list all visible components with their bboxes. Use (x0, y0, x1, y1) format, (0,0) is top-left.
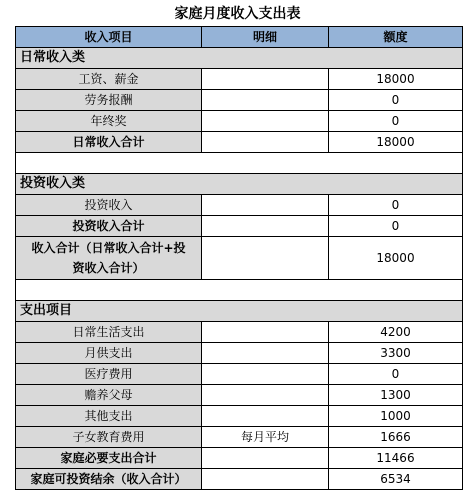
subtotal-amount[interactable]: 11466 (329, 448, 463, 469)
subtotal-detail[interactable] (202, 132, 329, 153)
subtotal-detail[interactable] (202, 216, 329, 237)
row-label[interactable]: 其他支出 (16, 406, 202, 427)
header-detail[interactable]: 明细 (202, 27, 329, 48)
subtotal-label[interactable]: 投资收入合计 (16, 216, 202, 237)
row-detail[interactable] (202, 90, 329, 111)
row-amount[interactable]: 4200 (329, 322, 463, 343)
balance-row (16, 469, 463, 490)
table-row (16, 195, 463, 216)
row-detail[interactable] (202, 111, 329, 132)
row-detail[interactable] (202, 322, 329, 343)
subtotal-row (16, 448, 463, 469)
total-label-line2: 资收入合计） (72, 261, 145, 275)
table-row (16, 322, 463, 343)
row-label[interactable]: 医疗费用 (16, 364, 202, 385)
row-amount[interactable]: 0 (329, 364, 463, 385)
row-label[interactable]: 日常生活支出 (16, 322, 202, 343)
table-row (16, 111, 463, 132)
row-amount[interactable]: 18000 (329, 69, 463, 90)
row-amount[interactable]: 1300 (329, 385, 463, 406)
blank-cell[interactable] (16, 280, 463, 301)
row-detail[interactable] (202, 385, 329, 406)
balance-label[interactable]: 家庭可投资结余（收入合计） (16, 469, 202, 490)
row-amount[interactable]: 3300 (329, 343, 463, 364)
subtotal-label[interactable]: 日常收入合计 (16, 132, 202, 153)
row-label[interactable]: 赡养父母 (16, 385, 202, 406)
row-detail[interactable] (202, 69, 329, 90)
row-amount[interactable]: 0 (329, 195, 463, 216)
header-row (16, 27, 463, 48)
table-row (16, 364, 463, 385)
section-income[interactable]: 日常收入类 (16, 48, 463, 69)
total-label-line1: 收入合计（日常收入合计+投 (31, 241, 186, 255)
row-detail[interactable] (202, 406, 329, 427)
subtotal-detail[interactable] (202, 448, 329, 469)
header-item[interactable]: 收入项目 (16, 27, 202, 48)
blank-row (16, 280, 463, 301)
total-row (16, 237, 463, 280)
row-label[interactable]: 子女教育费用 (16, 427, 202, 448)
budget-table (15, 26, 463, 490)
row-amount[interactable]: 0 (329, 90, 463, 111)
row-label[interactable]: 投资收入 (16, 195, 202, 216)
table-row (16, 385, 463, 406)
total-label[interactable] (16, 237, 202, 280)
section-row (16, 48, 463, 69)
total-amount[interactable]: 18000 (329, 237, 463, 280)
row-label[interactable]: 月供支出 (16, 343, 202, 364)
row-detail[interactable]: 每月平均 (202, 427, 329, 448)
row-detail[interactable] (202, 343, 329, 364)
table-row (16, 343, 463, 364)
row-amount[interactable]: 1000 (329, 406, 463, 427)
balance-detail[interactable] (202, 469, 329, 490)
blank-cell[interactable] (16, 153, 463, 174)
row-label[interactable]: 工资、薪金 (16, 69, 202, 90)
sheet-title: 家庭月度收入支出表 (174, 6, 301, 22)
section-investment[interactable]: 投资收入类 (16, 174, 463, 195)
row-amount[interactable]: 0 (329, 111, 463, 132)
subtotal-row (16, 132, 463, 153)
row-detail[interactable] (202, 364, 329, 385)
header-amount[interactable]: 额度 (329, 27, 463, 48)
subtotal-label[interactable]: 家庭必要支出合计 (16, 448, 202, 469)
subtotal-amount[interactable]: 0 (329, 216, 463, 237)
total-detail[interactable] (202, 237, 329, 280)
section-expense[interactable]: 支出项目 (16, 301, 463, 322)
balance-amount[interactable]: 6534 (329, 469, 463, 490)
subtotal-row (16, 216, 463, 237)
table-row (16, 69, 463, 90)
table-row (16, 427, 463, 448)
row-label[interactable]: 年终奖 (16, 111, 202, 132)
table-row (16, 90, 463, 111)
row-amount[interactable]: 1666 (329, 427, 463, 448)
row-detail[interactable] (202, 195, 329, 216)
blank-row (16, 153, 463, 174)
section-row (16, 174, 463, 195)
row-label[interactable]: 劳务报酬 (16, 90, 202, 111)
section-row (16, 301, 463, 322)
subtotal-amount[interactable]: 18000 (329, 132, 463, 153)
table-row (16, 406, 463, 427)
